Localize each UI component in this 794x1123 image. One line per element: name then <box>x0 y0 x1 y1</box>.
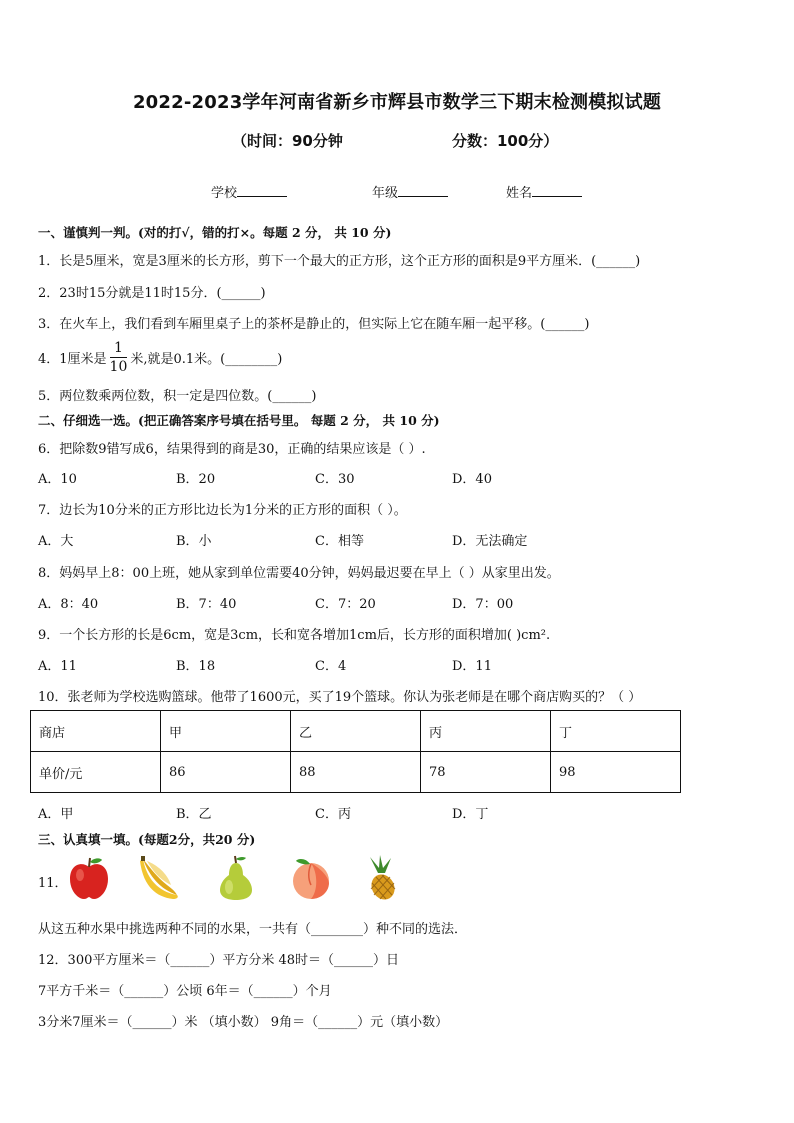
pear-icon <box>213 855 259 901</box>
grade-blank <box>398 196 448 197</box>
store-price-table <box>30 710 681 793</box>
question-9: 9．一个长方形的长是6cm，宽是3cm，长和宽各增加1cm后，长方形的面积增加( )cm². <box>38 628 551 643</box>
question-6: 6．把除数9错写成6，结果得到的商是30，正确的结果应该是（ ）. <box>38 442 426 457</box>
question-12-line1: 12．300平方厘米＝（______）平方分米 48时＝（______）日 <box>38 953 400 968</box>
grade-label: 年级 <box>372 186 399 201</box>
school-blank <box>237 196 287 197</box>
school-field <box>211 182 287 201</box>
name-field <box>506 182 582 201</box>
q7-option-b: B．小 <box>176 534 212 549</box>
table-cell: 甲 <box>161 711 291 752</box>
q8-option-d: D．7：00 <box>452 597 514 612</box>
fraction-one-tenth <box>110 341 128 374</box>
q6-option-b: B．20 <box>176 472 216 487</box>
grade-field <box>372 182 448 201</box>
question-12-line2: 7平方千米＝（______）公顷 6年＝（______）个月 <box>38 984 332 999</box>
question-7: 7．边长为10分米的正方形比边长为1分米的正方形的面积（ ）。 <box>38 503 407 518</box>
q8-option-a: A．8：40 <box>38 597 99 612</box>
section1-heading: 一、谨慎判一判。(对的打√，错的打×。每题 2 分， 共 10 分) <box>38 225 392 240</box>
pineapple-icon <box>358 855 404 901</box>
table-cell: 丁 <box>551 711 681 752</box>
q6-option-a: A．10 <box>38 472 77 487</box>
q7-option-d: D．无法确定 <box>452 534 528 549</box>
q9-option-b: B．18 <box>176 659 216 674</box>
table-cell: 商店 <box>31 711 161 752</box>
name-label: 姓名 <box>506 186 533 201</box>
banana-icon <box>137 855 183 901</box>
question-4 <box>38 341 282 374</box>
name-blank <box>532 196 582 197</box>
question-11-number: 11． <box>38 876 68 891</box>
q9-option-d: D．11 <box>452 659 492 674</box>
question-12-line3: 3分米7厘米＝（______）米 （填小数） 9角＝（______）元（填小数） <box>38 1015 449 1030</box>
q10-option-d: D．丁 <box>452 807 489 822</box>
q8-option-c: C．7：20 <box>315 597 376 612</box>
table-cell: 88 <box>291 752 421 793</box>
table-cell: 78 <box>421 752 551 793</box>
question-3: 3．在火车上，我们看到车厢里桌子上的茶杯是静止的，但实际上它在随车厢一起平移。(______) <box>38 317 590 332</box>
question-1: 1．长是5厘米，宽是3厘米的长方形，剪下一个最大的正方形，这个正方形的面积是9平方厘米．(______) <box>38 254 641 269</box>
fraction-numerator: 1 <box>110 341 128 358</box>
exam-score: 分数：100分） <box>452 132 559 150</box>
school-label: 学校 <box>211 186 238 201</box>
q7-option-c: C．相等 <box>315 534 364 549</box>
q7-option-a: A．大 <box>38 534 74 549</box>
q10-option-a: A．甲 <box>38 807 74 822</box>
table-row <box>31 752 681 793</box>
question-11-text: 从这五种水果中挑选两种不同的水果，一共有（________）种不同的选法． <box>38 922 468 937</box>
q8-option-b: B．7：40 <box>176 597 237 612</box>
table-cell: 98 <box>551 752 681 793</box>
q4-suffix: 米,就是0.1米。(________) <box>130 352 283 367</box>
q6-option-d: D．40 <box>452 472 492 487</box>
table-cell: 乙 <box>291 711 421 752</box>
section3-heading: 三、认真填一填。(每题2分，共20 分) <box>38 832 256 847</box>
question-5: 5．两位数乘两位数，积一定是四位数。(______) <box>38 389 317 404</box>
table-cell: 86 <box>161 752 291 793</box>
section2-heading: 二、仔细选一选。(把正确答案序号填在括号里。 每题 2 分， 共 10 分) <box>38 413 440 428</box>
table-cell: 单价/元 <box>31 752 161 793</box>
question-8: 8．妈妈早上8：00上班，她从家到单位需要40分钟，妈妈最迟要在早上（ ）从家里出发。 <box>38 566 560 581</box>
page-title: 2022-2023学年河南省新乡市辉县市数学三下期末检测模拟试题 <box>132 92 662 113</box>
table-row <box>31 711 681 752</box>
question-2: 2．23时15分就是11时15分．(______) <box>38 286 266 301</box>
q6-option-c: C．30 <box>315 472 355 487</box>
peach-icon <box>288 855 334 901</box>
q10-option-b: B．乙 <box>176 807 212 822</box>
q4-prefix: 4．1厘米是 <box>38 352 107 367</box>
exam-time: （时间：90分钟 <box>232 132 343 150</box>
fraction-denominator: 10 <box>109 359 128 375</box>
question-10: 10．张老师为学校选购篮球。他带了1600元，买了19个篮球。你认为张老师是在哪个商店购买的？（ ） <box>38 690 642 705</box>
q10-option-c: C．丙 <box>315 807 351 822</box>
q9-option-c: C．4 <box>315 659 347 674</box>
q9-option-a: A．11 <box>38 659 77 674</box>
table-cell: 丙 <box>421 711 551 752</box>
apple-icon <box>66 855 112 901</box>
